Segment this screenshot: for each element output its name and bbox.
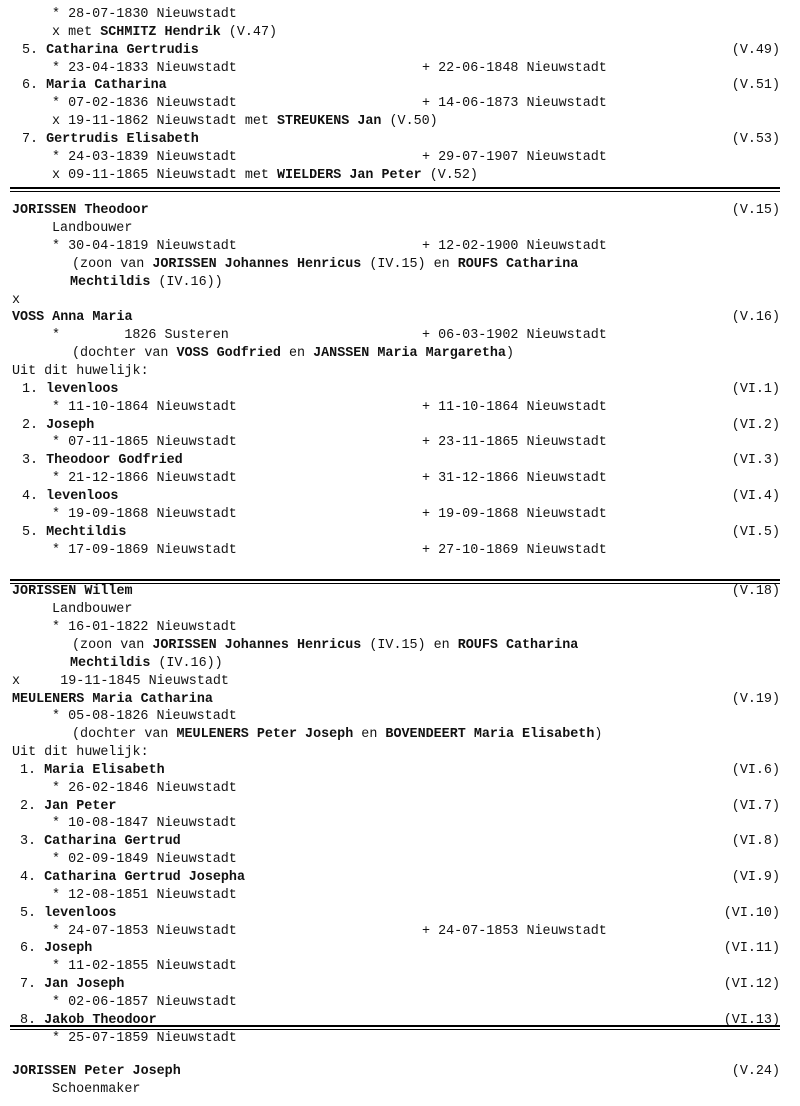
text-segment: 7. — [20, 977, 45, 993]
line-text — [12, 1063, 181, 1081]
record-line — [0, 24, 800, 42]
text-segment: x met — [52, 24, 101, 40]
generation-ref: (VI.5) — [731, 524, 780, 540]
line-text — [70, 274, 223, 292]
record-line — [0, 976, 800, 994]
person-name: Catharina Gertrudis — [46, 42, 199, 58]
text-segment: * 26-02-1846 Nieuwstadt — [52, 780, 237, 796]
person-name: Jan Joseph — [44, 977, 125, 993]
generation-ref: (V.53) — [731, 131, 780, 147]
line-text — [52, 542, 237, 560]
person-name: VOSS Anna Maria — [12, 310, 133, 326]
person-name: levenloos — [46, 488, 119, 504]
text-segment: * 11-02-1855 Nieuwstadt — [52, 959, 237, 975]
text-segment: x 09-11-1865 Nieuwstadt met — [52, 167, 277, 183]
record-line — [0, 417, 800, 435]
person-name: Catharina Gertrud Josepha — [44, 870, 246, 886]
line-text — [52, 506, 237, 524]
text-segment: en — [353, 727, 386, 743]
death-entry — [422, 434, 607, 452]
text-segment: 5. — [20, 905, 45, 921]
line-text — [20, 798, 116, 816]
text-segment: 1. — [20, 762, 45, 778]
text-segment: * 07-11-1865 Nieuwstadt — [52, 435, 237, 451]
line-text — [52, 601, 132, 619]
record-line — [0, 309, 800, 327]
person-name: JORISSEN Willem — [12, 584, 133, 600]
generation-ref: (VI.12) — [723, 977, 780, 993]
person-name: JORISSEN Johannes Henricus — [152, 637, 362, 653]
record-line — [0, 905, 800, 923]
generation-ref: (VI.7) — [731, 798, 780, 814]
record-line — [0, 292, 800, 310]
person-name: Theodoor Godfried — [46, 453, 183, 469]
text-segment: x 19-11-1862 Nieuwstadt met — [52, 114, 277, 130]
text-segment: * 12-08-1851 Nieuwstadt — [52, 887, 237, 903]
text-segment: 4. — [22, 488, 47, 504]
text-segment: (V.52) — [421, 167, 478, 183]
record-line — [0, 691, 800, 709]
text-segment: 7. — [22, 131, 47, 147]
record-line — [0, 798, 800, 816]
text-segment: (dochter van — [72, 727, 177, 743]
text-segment: x — [12, 292, 21, 308]
line-text — [12, 691, 213, 709]
death-entry — [422, 542, 607, 560]
person-name: levenloos — [44, 905, 117, 921]
person-name: BOVENDEERT Maria Elisabeth — [385, 727, 595, 743]
text-segment: + 12-02-1900 Nieuwstadt — [422, 239, 607, 255]
person-name: Joseph — [44, 941, 93, 957]
record-line — [0, 601, 800, 619]
record-line — [0, 887, 800, 905]
person-name: STREUKENS Jan — [277, 114, 382, 130]
line-text — [12, 583, 133, 601]
person-name: Gertrudis Elisabeth — [46, 131, 199, 147]
record-line — [0, 851, 800, 869]
person-name: VOSS Godfried — [176, 346, 281, 362]
person-name: Maria Elisabeth — [44, 762, 165, 778]
record-line — [0, 488, 800, 506]
line-text — [52, 220, 132, 238]
record-line — [0, 113, 800, 131]
record-line — [0, 77, 800, 95]
text-segment: * 02-06-1857 Nieuwstadt — [52, 994, 237, 1010]
text-segment: + 24-07-1853 Nieuwstadt — [422, 923, 607, 939]
line-text — [22, 381, 118, 399]
record-line — [0, 434, 800, 452]
record-line — [0, 202, 800, 220]
death-entry — [422, 506, 607, 524]
line-text — [52, 327, 229, 345]
record-line — [0, 655, 800, 673]
line-text — [52, 167, 478, 185]
line-text — [52, 1081, 140, 1099]
text-segment: ) — [594, 727, 603, 743]
text-segment: * 16-01-1822 Nieuwstadt — [52, 620, 237, 636]
record-line — [0, 780, 800, 798]
line-text — [52, 994, 237, 1012]
record-line — [0, 958, 800, 976]
generation-ref: (VI.1) — [731, 381, 780, 397]
generation-ref: (VI.10) — [723, 905, 780, 921]
text-segment: Landbouwer — [52, 221, 133, 237]
record-line — [0, 524, 800, 542]
generation-ref: (VI.6) — [731, 762, 780, 778]
line-text — [52, 470, 237, 488]
text-segment: * 10-08-1847 Nieuwstadt — [52, 816, 237, 832]
line-text — [52, 113, 438, 131]
text-segment: (dochter van — [72, 346, 177, 362]
text-segment: + 23-11-1865 Nieuwstadt — [422, 435, 607, 451]
text-segment: (IV.15) en — [361, 256, 458, 272]
text-segment: 3. — [20, 834, 45, 850]
death-entry — [422, 238, 607, 256]
record-line — [0, 708, 800, 726]
generation-ref: (VI.11) — [723, 941, 780, 957]
record-line — [0, 167, 800, 185]
text-segment: * 1826 Susteren — [52, 328, 229, 344]
text-segment: (IV.16)) — [150, 274, 223, 290]
line-text — [12, 744, 149, 762]
record-line — [0, 940, 800, 958]
generation-ref: (V.49) — [731, 42, 780, 58]
person-name: ROUFS Catharina — [457, 637, 579, 653]
record-line — [0, 673, 800, 691]
text-segment: * 25-07-1859 Nieuwstadt — [52, 1030, 237, 1046]
text-segment: + 06-03-1902 Nieuwstadt — [422, 328, 607, 344]
line-text — [52, 6, 237, 24]
death-entry — [422, 470, 607, 488]
text-segment: 6. — [20, 941, 45, 957]
line-text — [52, 887, 237, 905]
text-segment: (V.50) — [381, 114, 438, 130]
record-line — [0, 619, 800, 637]
line-text — [52, 1030, 237, 1048]
record-line — [0, 60, 800, 78]
generation-ref: (V.16) — [731, 310, 780, 326]
generation-ref: (VI.13) — [723, 1012, 780, 1028]
death-entry — [422, 149, 607, 167]
text-segment: * 28-07-1830 Nieuwstadt — [52, 7, 237, 22]
text-segment: + 31-12-1866 Nieuwstadt — [422, 471, 607, 487]
line-text — [52, 708, 237, 726]
person-name: Jakob Theodoor — [44, 1012, 157, 1028]
text-segment: + 22-06-1848 Nieuwstadt — [422, 60, 607, 76]
line-text — [22, 131, 199, 149]
text-segment: * 19-09-1868 Nieuwstadt — [52, 506, 237, 522]
text-segment: + 14-06-1873 Nieuwstadt — [422, 96, 607, 112]
text-segment: ) — [505, 346, 514, 362]
person-name: MEULENERS Peter Joseph — [176, 727, 354, 743]
record-line — [0, 470, 800, 488]
text-segment: (IV.15) en — [361, 637, 458, 653]
record-line — [0, 1081, 800, 1099]
text-segment: * 24-03-1839 Nieuwstadt — [52, 149, 237, 165]
person-name: JORISSEN Johannes Henricus — [152, 256, 362, 272]
text-segment: x 19-11-1845 Nieuwstadt — [12, 673, 229, 689]
line-text — [52, 399, 237, 417]
record-line — [0, 506, 800, 524]
line-text — [20, 976, 124, 994]
person-name: Mechtildis — [70, 274, 151, 290]
line-text — [12, 309, 133, 327]
line-text — [12, 363, 149, 381]
line-text — [12, 673, 229, 691]
record-line — [0, 42, 800, 60]
generation-ref: (VI.2) — [731, 417, 780, 433]
person-name: Mechtildis — [46, 524, 127, 540]
person-name: MEULENERS Maria Catharina — [12, 691, 213, 707]
record-line — [0, 399, 800, 417]
line-text — [20, 905, 116, 923]
generation-ref: (VI.9) — [731, 870, 780, 886]
text-segment: + 29-07-1907 Nieuwstadt — [422, 149, 607, 165]
line-text — [52, 815, 237, 833]
record-line — [0, 381, 800, 399]
line-text — [20, 940, 92, 958]
person-name: Catharina Gertrud — [44, 834, 181, 850]
text-segment: 5. — [22, 42, 47, 58]
line-text — [52, 851, 237, 869]
text-segment: * 30-04-1819 Nieuwstadt — [52, 239, 237, 255]
text-segment: (V.47) — [220, 24, 278, 40]
record-line — [0, 327, 800, 345]
generation-ref: (V.15) — [731, 203, 780, 219]
person-name: JANSSEN Maria Margaretha — [313, 346, 506, 362]
line-text — [72, 637, 578, 655]
record-line — [0, 1063, 800, 1081]
line-text — [22, 42, 199, 60]
record-line — [0, 6, 800, 24]
text-segment: * 24-07-1853 Nieuwstadt — [52, 923, 237, 939]
person-name: Jan Peter — [44, 798, 117, 814]
text-segment: 3. — [22, 453, 47, 469]
record-line — [0, 744, 800, 762]
line-text — [12, 202, 149, 220]
record-line — [0, 726, 800, 744]
line-text — [52, 24, 277, 42]
line-text — [52, 923, 237, 941]
record-line — [0, 149, 800, 167]
line-text — [22, 488, 118, 506]
text-segment: Uit dit huwelijk: — [12, 364, 149, 379]
text-segment: 2. — [22, 417, 47, 433]
line-text — [20, 833, 181, 851]
record-line — [0, 637, 800, 655]
record-line — [0, 274, 800, 292]
generation-ref: (VI.4) — [731, 488, 780, 504]
record-line — [0, 923, 800, 941]
line-text — [52, 619, 237, 637]
record-line — [0, 95, 800, 113]
text-segment: * 11-10-1864 Nieuwstadt — [52, 399, 237, 415]
text-segment: 2. — [20, 798, 45, 814]
text-segment: 1. — [22, 381, 47, 397]
generation-ref: (VI.8) — [731, 834, 780, 850]
line-text — [72, 726, 602, 744]
line-text — [12, 292, 20, 310]
generation-ref: (V.18) — [731, 584, 780, 600]
record-line — [0, 542, 800, 560]
record-line — [0, 869, 800, 887]
line-text — [22, 524, 126, 542]
text-segment: + 11-10-1864 Nieuwstadt — [422, 399, 607, 415]
section-divider — [10, 1025, 780, 1030]
text-segment: + 19-09-1868 Nieuwstadt — [422, 506, 607, 522]
line-text — [52, 95, 237, 113]
record-line — [0, 762, 800, 780]
text-segment: + 27-10-1869 Nieuwstadt — [422, 542, 607, 558]
person-name: JORISSEN Peter Joseph — [12, 1063, 181, 1079]
line-text — [22, 452, 183, 470]
section-divider — [10, 187, 780, 192]
text-segment: * 23-04-1833 Nieuwstadt — [52, 60, 237, 76]
line-text — [72, 256, 578, 274]
record-line — [0, 833, 800, 851]
record-line — [0, 131, 800, 149]
death-entry — [422, 60, 607, 78]
record-line — [0, 994, 800, 1012]
record-line — [0, 238, 800, 256]
person-name: Joseph — [46, 417, 95, 433]
text-segment: (zoon van — [72, 637, 153, 653]
line-text — [52, 238, 237, 256]
death-entry — [422, 95, 607, 113]
line-text — [22, 417, 94, 435]
text-segment: 6. — [22, 78, 47, 94]
death-entry — [422, 327, 607, 345]
text-segment: * 21-12-1866 Nieuwstadt — [52, 471, 237, 487]
record-line — [0, 220, 800, 238]
record-line — [0, 815, 800, 833]
death-entry — [422, 399, 607, 417]
text-segment: 8. — [20, 1012, 45, 1028]
line-text — [52, 434, 237, 452]
text-segment: * 17-09-1869 Nieuwstadt — [52, 542, 237, 558]
text-segment: * 02-09-1849 Nieuwstadt — [52, 852, 237, 868]
text-segment: 4. — [20, 870, 45, 886]
record-line — [0, 363, 800, 381]
line-text — [52, 958, 237, 976]
person-name: SCHMITZ Hendrik — [100, 24, 221, 40]
line-text — [72, 345, 514, 363]
generation-ref: (VI.3) — [731, 453, 780, 469]
death-entry — [422, 923, 607, 941]
person-name: WIELDERS Jan Peter — [277, 167, 422, 183]
line-text — [20, 869, 245, 887]
text-segment: 5. — [22, 524, 47, 540]
section-divider — [10, 579, 780, 584]
record-line — [0, 583, 800, 601]
line-text — [20, 762, 165, 780]
text-segment: en — [280, 346, 314, 362]
record-line — [0, 1030, 800, 1048]
text-segment: (zoon van — [72, 256, 153, 272]
person-name: JORISSEN Theodoor — [12, 203, 149, 219]
line-text — [52, 60, 237, 78]
record-line — [0, 452, 800, 470]
text-segment: * 07-02-1836 Nieuwstadt — [52, 96, 237, 112]
person-name: Mechtildis — [70, 655, 151, 671]
text-segment: Schoenmaker — [52, 1081, 141, 1097]
generation-ref: (V.19) — [731, 691, 780, 707]
text-segment: Uit dit huwelijk: — [12, 745, 149, 761]
person-name: levenloos — [46, 381, 119, 397]
person-name: ROUFS Catharina — [457, 256, 579, 272]
line-text — [52, 149, 237, 167]
line-text — [22, 77, 167, 95]
generation-ref: (V.51) — [731, 78, 780, 94]
record-line — [0, 256, 800, 274]
generation-ref: (V.24) — [731, 1063, 780, 1079]
person-name: Maria Catharina — [46, 78, 167, 94]
line-text — [52, 780, 237, 798]
text-segment: * 05-08-1826 Nieuwstadt — [52, 709, 237, 725]
text-segment: (IV.16)) — [150, 655, 223, 671]
text-segment: Landbouwer — [52, 602, 133, 618]
record-line — [0, 345, 800, 363]
line-text — [70, 655, 223, 673]
